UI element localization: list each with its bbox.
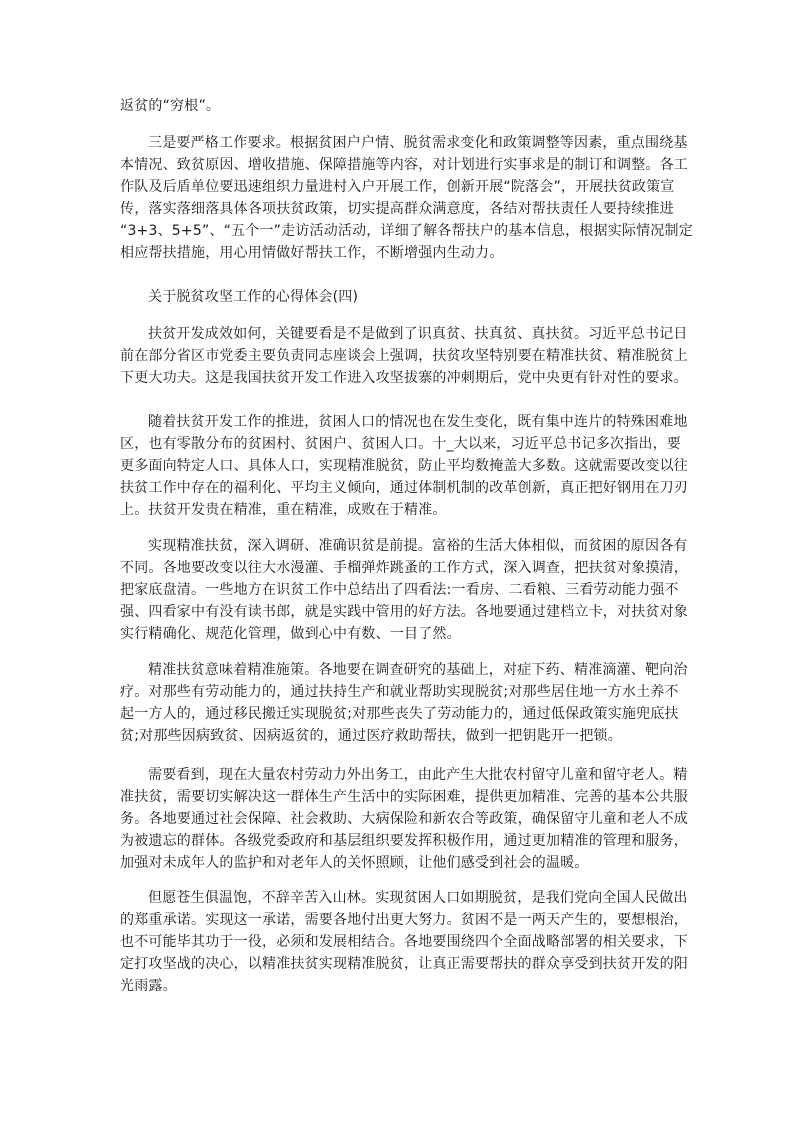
text-line: 扶贫工作中存在的福利化、平均主义倾向，通过体制机制的改革创新，真正把好钢用在刀刃 (120, 480, 688, 496)
text-line: 光雨露。 (120, 978, 177, 994)
text-line: 三是要严格工作要求。根据贫困户户情、脱贫需求变化和政策调整等因素，重点围绕基 (148, 135, 688, 151)
text-line: 作队及后盾单位要迅速组织力量进村入户开展工作，创新开展“院落会”，开展扶贫政策宣 (120, 179, 675, 195)
text-line: 加强对未成年人的监护和对老年人的关怀照顾，让他们感受到社会的温暖。 (120, 855, 589, 871)
section-heading-text: 关于脱贫攻坚工作的心得体会(四) (148, 289, 359, 305)
text-line: 务。各地要通过社会保障、社会救助、大病保险和新农合等政策，确保留守儿童和老人不成 (120, 811, 688, 827)
text-line: 疗。对那些有劳动能力的，通过扶持生产和就业帮助实现脱贫;对那些居住地一方水土养不 (120, 684, 679, 700)
text-line: 下更大功夫。这是我国扶贫开发工作进入攻坚拔寨的冲刺期后，党中央更有针对性的要求。 (120, 370, 688, 386)
text-line: 需要看到，现在大量农村劳动力外出务工，由此产生大批农村留守儿童和留守老人。精 (148, 767, 688, 783)
text-line: 随着扶贫开发工作的推进，贫困人口的情况也在发生变化，既有集中连片的特殊困难地 (148, 414, 688, 430)
paragraph-precision (120, 323, 688, 389)
paragraph-work-requirements (120, 132, 693, 264)
text-line: 也不可能毕其功于一役，必须和发展相结合。各地要围绕四个全面战略部署的相关要求，下 (120, 934, 688, 950)
text-line: 传，落实落细落具体各项扶贫政策，切实提高群众满意度，各结对帮扶责任人要持续推进 (120, 201, 674, 217)
text-line: 的郑重承诺。实现这一承诺，需要各地付出更大努力。贫困不是一两天产生的，要想根治， (120, 912, 688, 928)
text-line: 区，也有零散分布的贫困村、贫困户、贫困人口。十_大以来，习近平总书记多次指出，要 (120, 436, 681, 452)
text-line: “3+3、5+5”、“五个一”走访活动活动，详细了解各帮扶户的基本信息，根据实际情况制定 (120, 223, 693, 239)
text-line: 扶贫开发成效如何，关键要看是不是做到了识真贫、扶真贫、真扶贫。习近平总书记日 (148, 326, 688, 342)
paragraph-identification (120, 535, 688, 645)
paragraph-conclusion (120, 887, 688, 997)
text-line: 不同。各地要改变以往大水漫灌、手榴弹炸跳蚤的工作方式，深入调查，把扶贫对象摸清， (120, 560, 688, 576)
text-line: 把家底盘清。一些地方在识贫工作中总结出了四看法:一看房、二看粮、三看劳动能力强不 (120, 582, 679, 598)
text-line: 贫;对那些因病致贫、因病返贫的，通过医疗救助帮扶，做到一把钥匙开一把锁。 (120, 728, 622, 744)
paragraph-progress (120, 411, 688, 521)
paragraph-continuation (120, 95, 675, 117)
text-line: 返贫的“穷根”。 (120, 98, 221, 114)
text-line: 定打攻坚战的决心，以精准扶贫实现精准脱贫，让真正需要帮扶的群众享受到扶贫开发的阳 (120, 956, 688, 972)
text-line: 上。扶贫开发贵在精准，重在精准，成败在于精准。 (120, 502, 447, 518)
text-line: 本情况、致贫原因、增收措施、保障措施等内容，对计划进行实事求是的制订和调整。各工 (120, 157, 688, 173)
text-line: 实行精确化、规范化管理，做到心中有数、一目了然。 (120, 626, 461, 642)
text-line: 为被遗忘的群体。各级党委政府和基层组织要发挥积极作用，通过更加精准的管理和服务， (120, 833, 688, 849)
text-line: 实现精准扶贫，深入调研、准确识贫是前提。富裕的生活大体相似，而贫困的原因各有 (148, 538, 688, 554)
text-line: 更多面向特定人口、具体人口，实现精准脱贫，防止平均数掩盖大多数。这就需要改变以往 (120, 458, 688, 474)
paragraph-left-behind (120, 764, 688, 874)
paragraph-measures (120, 659, 688, 747)
text-line: 但愿苍生俱温饱，不辞辛苦入山林。实现贫困人口如期脱贫，是我们党向全国人民做出 (148, 890, 688, 906)
text-line: 前在部分省区市党委主要负责同志座谈会上强调，扶贫攻坚特别要在精准扶贫、精准脱贫上 (120, 348, 688, 364)
text-line: 精准扶贫意味着精准施策。各地要在调查研究的基础上，对症下药、精准滴灌、靶向治 (148, 662, 688, 678)
text-line: 起一方人的，通过移民搬迁实现脱贫;对那些丧失了劳动能力的，通过低保政策实施兜底扶 (120, 706, 679, 722)
section-heading (120, 286, 675, 308)
text-line: 强、四看家中有没有读书郎，就是实践中管用的好方法。各地要通过建档立卡，对扶贫对象 (120, 604, 688, 620)
text-line: 准扶贫，需要切实解决这一群体生产生活中的实际困难，提供更加精准、完善的基本公共服 (120, 789, 688, 805)
text-line: 相应帮扶措施，用心用情做好帮扶工作，不断增强内生动力。 (120, 245, 504, 261)
